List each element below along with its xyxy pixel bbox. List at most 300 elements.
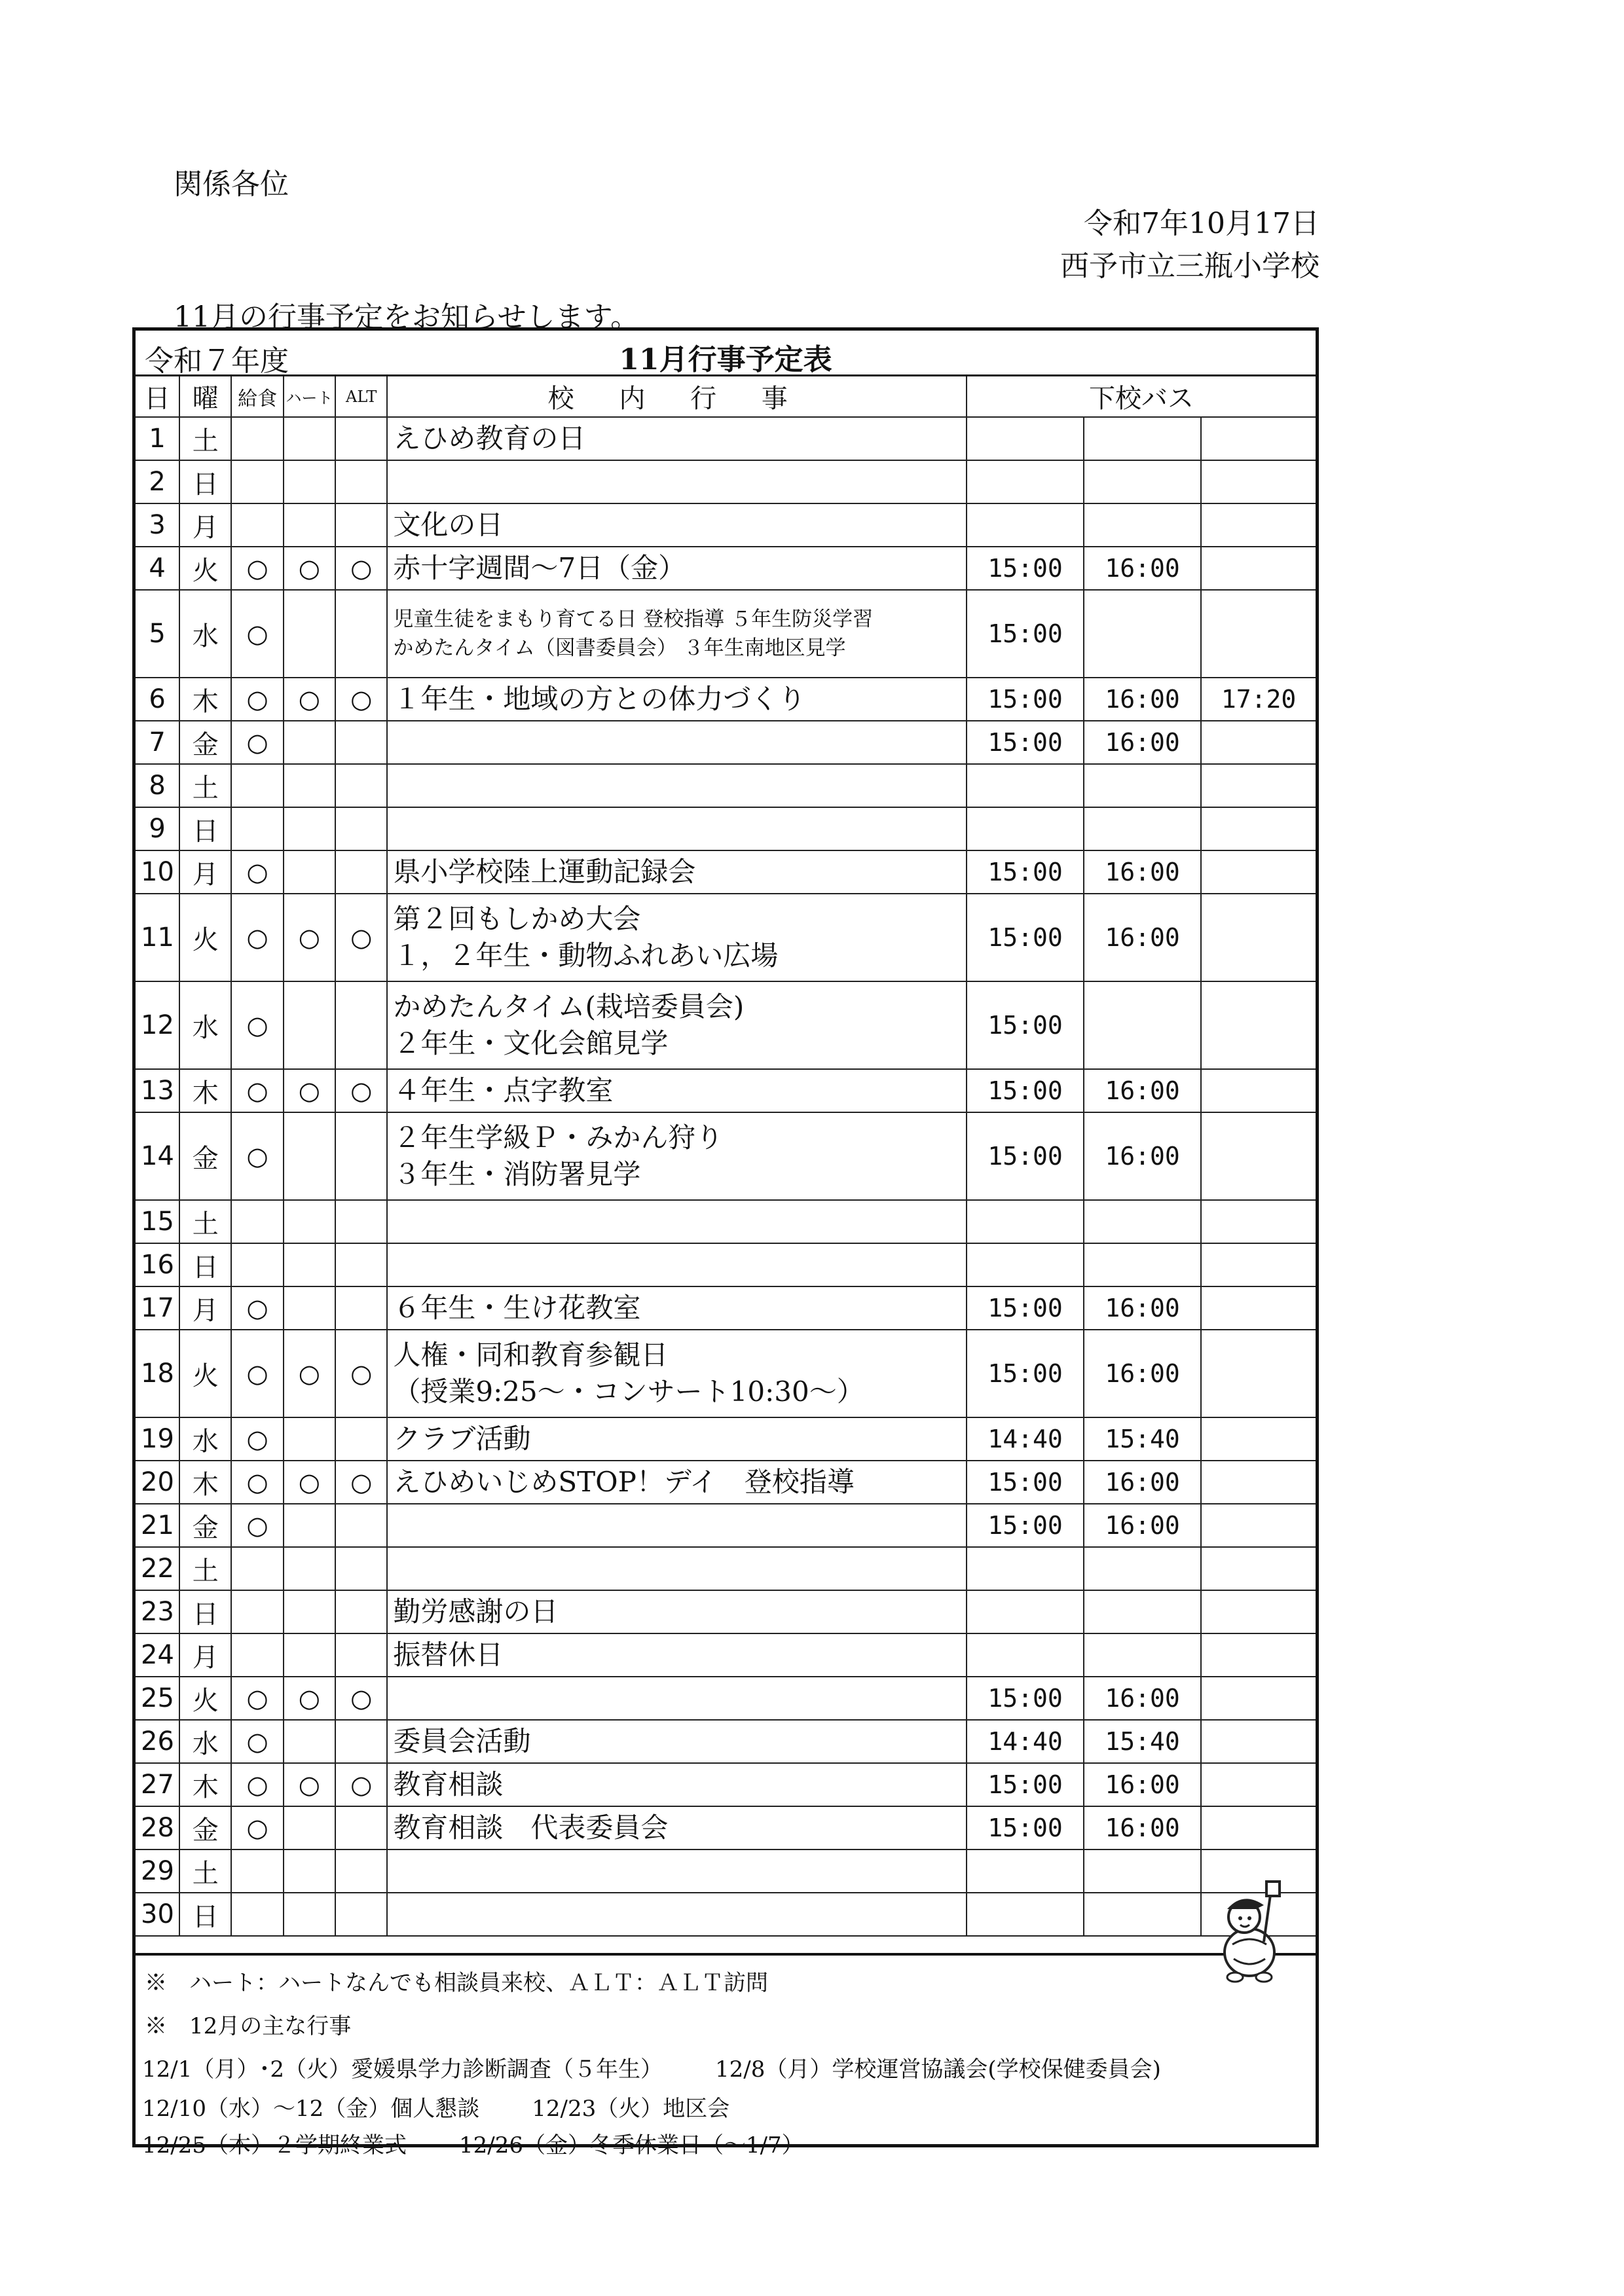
event-text: 委員会活動 bbox=[393, 1725, 531, 1757]
events-cell bbox=[387, 1590, 967, 1633]
bus-time-cell: 15:00 bbox=[967, 721, 1084, 764]
event-text: かめたんタイム(栽培委員会) bbox=[393, 991, 745, 1023]
day-number-cell: 2 bbox=[136, 460, 179, 503]
events-cell bbox=[387, 1330, 967, 1417]
heart-mark-cell bbox=[284, 1504, 335, 1547]
bus-time-cell bbox=[1201, 460, 1316, 503]
bus-time-cell bbox=[967, 1243, 1084, 1286]
bus-time-cell bbox=[967, 764, 1084, 807]
weekday-cell: 日 bbox=[179, 1893, 231, 1936]
weekday-cell: 日 bbox=[179, 807, 231, 850]
events-cell bbox=[387, 850, 967, 894]
bus-time-cell bbox=[1201, 1417, 1316, 1461]
intro-text: 11月の行事予定をお知らせします。 bbox=[174, 301, 640, 334]
heart-mark-cell bbox=[284, 1806, 335, 1850]
day-number-cell: 26 bbox=[136, 1720, 179, 1763]
alt-mark-cell: ○ bbox=[335, 1330, 387, 1417]
alt-mark-cell bbox=[335, 1547, 387, 1590]
table-heading bbox=[136, 331, 1316, 376]
table-row bbox=[136, 1806, 1316, 1850]
col-alt-header: ALT bbox=[335, 376, 387, 417]
heart-mark-cell: ○ bbox=[284, 1763, 335, 1806]
day-number-cell: 5 bbox=[136, 590, 179, 678]
heart-mark-cell bbox=[284, 850, 335, 894]
lunch-mark-cell bbox=[231, 764, 283, 807]
bus-time-cell: 15:00 bbox=[967, 547, 1084, 590]
weekday-cell: 木 bbox=[179, 1763, 231, 1806]
event-text: 勤労感謝の日 bbox=[393, 1595, 559, 1628]
col-weekday-header: 曜 bbox=[179, 376, 231, 417]
december-heading: ※ 12月の主な行事 bbox=[145, 2013, 352, 2039]
events-cell bbox=[387, 981, 967, 1069]
turtle-mascot-icon bbox=[1204, 1879, 1295, 1990]
day-number-cell: 14 bbox=[136, 1112, 179, 1200]
issue-date: 令和7年10月17日 bbox=[1084, 207, 1320, 240]
lunch-mark-cell: ○ bbox=[231, 1677, 283, 1720]
event-text: 人権・同和教育参観日 bbox=[393, 1339, 669, 1371]
bus-time-cell: 16:00 bbox=[1084, 721, 1201, 764]
lunch-mark-cell: ○ bbox=[231, 678, 283, 721]
lunch-mark-cell bbox=[231, 807, 283, 850]
day-number-cell: 25 bbox=[136, 1677, 179, 1720]
bus-time-cell: 16:00 bbox=[1084, 894, 1201, 981]
lunch-mark-cell: ○ bbox=[231, 1806, 283, 1850]
day-number-cell: 19 bbox=[136, 1417, 179, 1461]
table-row bbox=[136, 1763, 1316, 1806]
events-cell bbox=[387, 1112, 967, 1200]
event-text: 教育相談 代表委員会 bbox=[393, 1812, 669, 1844]
event-text: えひめ教育の日 bbox=[393, 422, 586, 454]
bus-time-cell bbox=[1201, 894, 1316, 981]
events-cell bbox=[387, 1720, 967, 1763]
bus-time-cell: 16:00 bbox=[1084, 1763, 1201, 1806]
bus-time-cell bbox=[1201, 721, 1316, 764]
lunch-mark-cell: ○ bbox=[231, 547, 283, 590]
bus-time-cell: 16:00 bbox=[1084, 1677, 1201, 1720]
heart-mark-cell bbox=[284, 1720, 335, 1763]
weekday-cell: 火 bbox=[179, 1330, 231, 1417]
weekday-cell: 日 bbox=[179, 460, 231, 503]
alt-mark-cell bbox=[335, 417, 387, 460]
bus-time-cell bbox=[1201, 1806, 1316, 1850]
lunch-mark-cell bbox=[231, 1850, 283, 1893]
heart-mark-cell: ○ bbox=[284, 1330, 335, 1417]
alt-mark-cell bbox=[335, 1243, 387, 1286]
table-row bbox=[136, 590, 1316, 678]
weekday-cell: 土 bbox=[179, 417, 231, 460]
weekday-cell: 月 bbox=[179, 850, 231, 894]
lunch-mark-cell bbox=[231, 1633, 283, 1677]
schedule-frame bbox=[132, 327, 1319, 2159]
events-cell bbox=[387, 1677, 967, 1720]
bus-time-cell bbox=[1201, 1547, 1316, 1590]
heart-mark-cell bbox=[284, 1850, 335, 1893]
table-row bbox=[136, 1720, 1316, 1763]
day-number-cell: 24 bbox=[136, 1633, 179, 1677]
bus-time-cell bbox=[1084, 417, 1201, 460]
weekday-cell: 水 bbox=[179, 1720, 231, 1763]
lunch-mark-cell bbox=[231, 460, 283, 503]
bus-time-cell bbox=[1201, 590, 1316, 678]
bus-time-cell bbox=[967, 460, 1084, 503]
bus-time-cell: 15:00 bbox=[967, 1330, 1084, 1417]
lunch-mark-cell bbox=[231, 1547, 283, 1590]
bus-time-cell bbox=[967, 1547, 1084, 1590]
lunch-mark-cell bbox=[231, 1243, 283, 1286]
lunch-mark-cell bbox=[231, 417, 283, 460]
bus-time-cell bbox=[967, 503, 1084, 547]
day-number-cell: 9 bbox=[136, 807, 179, 850]
bus-time-cell bbox=[1201, 1633, 1316, 1677]
lunch-mark-cell: ○ bbox=[231, 1417, 283, 1461]
alt-mark-cell bbox=[335, 503, 387, 547]
events-cell bbox=[387, 1286, 967, 1330]
alt-mark-cell bbox=[335, 721, 387, 764]
events-cell bbox=[387, 503, 967, 547]
heart-mark-cell bbox=[284, 1112, 335, 1200]
event-text: 赤十字週間～7日（金） bbox=[393, 552, 686, 584]
weekday-cell: 金 bbox=[179, 721, 231, 764]
table-row bbox=[136, 1677, 1316, 1720]
events-cell bbox=[387, 1069, 967, 1112]
bus-time-cell: 15:00 bbox=[967, 590, 1084, 678]
day-number-cell: 12 bbox=[136, 981, 179, 1069]
bus-time-cell bbox=[1201, 1069, 1316, 1112]
bus-time-cell bbox=[1084, 1893, 1201, 1936]
schedule-table bbox=[136, 376, 1316, 1937]
event-text: 県小学校陸上運動記録会 bbox=[393, 856, 696, 888]
day-number-cell: 20 bbox=[136, 1461, 179, 1504]
bus-time-cell bbox=[967, 1590, 1084, 1633]
events-cell bbox=[387, 807, 967, 850]
weekday-cell: 金 bbox=[179, 1806, 231, 1850]
weekday-cell: 日 bbox=[179, 1243, 231, 1286]
table-row bbox=[136, 1850, 1316, 1893]
heart-mark-cell bbox=[284, 1417, 335, 1461]
day-number-cell: 29 bbox=[136, 1850, 179, 1893]
december-events-line bbox=[142, 2051, 1161, 2083]
day-number-cell: 28 bbox=[136, 1806, 179, 1850]
table-row bbox=[136, 547, 1316, 590]
bus-time-cell bbox=[1084, 764, 1201, 807]
heart-mark-cell bbox=[284, 1633, 335, 1677]
bus-time-cell: 16:00 bbox=[1084, 547, 1201, 590]
alt-mark-cell bbox=[335, 1286, 387, 1330]
bus-time-cell bbox=[1084, 1590, 1201, 1633]
lunch-mark-cell: ○ bbox=[231, 981, 283, 1069]
lunch-mark-cell: ○ bbox=[231, 894, 283, 981]
lunch-mark-cell bbox=[231, 1893, 283, 1936]
table-row bbox=[136, 1893, 1316, 1936]
event-text: 第２回もしかめ大会 bbox=[393, 903, 641, 935]
bus-time-cell bbox=[1201, 807, 1316, 850]
weekday-cell: 月 bbox=[179, 1633, 231, 1677]
weekday-cell: 月 bbox=[179, 1286, 231, 1330]
alt-mark-cell: ○ bbox=[335, 678, 387, 721]
school-name: 西予市立三瓶小学校 bbox=[1060, 249, 1320, 283]
event-text: 教育相談 bbox=[393, 1768, 504, 1800]
col-lunch-header: 給食 bbox=[231, 376, 283, 417]
events-cell bbox=[387, 894, 967, 981]
lunch-mark-cell: ○ bbox=[231, 1330, 283, 1417]
event-text: １年生・地域の方との体力づくり bbox=[393, 683, 806, 715]
events-cell bbox=[387, 1200, 967, 1243]
day-number-cell: 16 bbox=[136, 1243, 179, 1286]
december-event: 12/25（木）２学期終業式 bbox=[142, 2132, 407, 2159]
heart-mark-cell bbox=[284, 721, 335, 764]
table-row bbox=[136, 1286, 1316, 1330]
bus-time-cell: 15:00 bbox=[967, 850, 1084, 894]
december-event: 12/1（月）･2（火）愛媛県学力診断調査（５年生） bbox=[142, 2056, 663, 2083]
bus-time-cell bbox=[1084, 503, 1201, 547]
day-number-cell: 23 bbox=[136, 1590, 179, 1633]
col-heart-header: ハート bbox=[284, 376, 335, 417]
heart-mark-cell: ○ bbox=[284, 1677, 335, 1720]
alt-mark-cell bbox=[335, 1200, 387, 1243]
events-cell bbox=[387, 547, 967, 590]
events-cell bbox=[387, 1763, 967, 1806]
weekday-cell: 火 bbox=[179, 894, 231, 981]
day-number-cell: 30 bbox=[136, 1893, 179, 1936]
weekday-cell: 土 bbox=[179, 1850, 231, 1893]
lunch-mark-cell bbox=[231, 1590, 283, 1633]
heart-mark-cell: ○ bbox=[284, 547, 335, 590]
legend-note: ※ ハート：ハートなんでも相談員来校、ＡＬＴ：ＡＬＴ訪問 bbox=[145, 1970, 768, 1996]
heart-mark-cell bbox=[284, 460, 335, 503]
weekday-cell: 木 bbox=[179, 1069, 231, 1112]
bus-time-cell: 17:20 bbox=[1201, 678, 1316, 721]
weekday-cell: 木 bbox=[179, 1461, 231, 1504]
bus-time-cell: 15:00 bbox=[967, 1806, 1084, 1850]
table-row bbox=[136, 981, 1316, 1069]
table-row bbox=[136, 1200, 1316, 1243]
day-number-cell: 7 bbox=[136, 721, 179, 764]
event-text: １，２年生・動物ふれあい広場 bbox=[393, 939, 779, 972]
table-row bbox=[136, 1633, 1316, 1677]
bus-time-cell: 16:00 bbox=[1084, 850, 1201, 894]
events-cell bbox=[387, 417, 967, 460]
alt-mark-cell: ○ bbox=[335, 894, 387, 981]
event-text: ２年生・文化会館見学 bbox=[393, 1027, 669, 1059]
bus-time-cell bbox=[1084, 1200, 1201, 1243]
weekday-cell: 金 bbox=[179, 1112, 231, 1200]
day-number-cell: 1 bbox=[136, 417, 179, 460]
events-cell bbox=[387, 721, 967, 764]
bus-time-cell: 15:40 bbox=[1084, 1720, 1201, 1763]
table-row bbox=[136, 1590, 1316, 1633]
day-number-cell: 3 bbox=[136, 503, 179, 547]
table-row bbox=[136, 678, 1316, 721]
footer-notes bbox=[136, 1953, 1316, 2159]
events-cell bbox=[387, 1850, 967, 1893]
alt-mark-cell bbox=[335, 1893, 387, 1936]
table-row bbox=[136, 894, 1316, 981]
bus-time-cell: 16:00 bbox=[1084, 1330, 1201, 1417]
event-text: かめたんタイム（図書委員会） ３年生南地区見学 bbox=[393, 636, 846, 660]
alt-mark-cell bbox=[335, 1720, 387, 1763]
bus-time-cell: 16:00 bbox=[1084, 1806, 1201, 1850]
table-row bbox=[136, 1504, 1316, 1547]
heart-mark-cell bbox=[284, 503, 335, 547]
december-events-line bbox=[142, 2127, 804, 2159]
day-number-cell: 10 bbox=[136, 850, 179, 894]
bus-time-cell: 15:00 bbox=[967, 1112, 1084, 1200]
bus-time-cell: 15:00 bbox=[967, 1286, 1084, 1330]
day-number-cell: 6 bbox=[136, 678, 179, 721]
bus-time-cell bbox=[1201, 1243, 1316, 1286]
lunch-mark-cell: ○ bbox=[231, 1286, 283, 1330]
heart-mark-cell bbox=[284, 1547, 335, 1590]
weekday-cell: 土 bbox=[179, 764, 231, 807]
bus-time-cell bbox=[967, 1850, 1084, 1893]
day-number-cell: 11 bbox=[136, 894, 179, 981]
day-number-cell: 17 bbox=[136, 1286, 179, 1330]
day-number-cell: 18 bbox=[136, 1330, 179, 1417]
alt-mark-cell bbox=[335, 764, 387, 807]
bus-time-cell bbox=[1201, 1677, 1316, 1720]
event-text: 振替休日 bbox=[393, 1639, 504, 1671]
weekday-cell: 火 bbox=[179, 1677, 231, 1720]
table-row bbox=[136, 764, 1316, 807]
event-text: えひめいじめSTOP！デイ 登校指導 bbox=[393, 1466, 855, 1498]
bus-time-cell bbox=[967, 1633, 1084, 1677]
heart-mark-cell: ○ bbox=[284, 1461, 335, 1504]
bus-time-cell bbox=[1084, 1850, 1201, 1893]
day-number-cell: 13 bbox=[136, 1069, 179, 1112]
bus-time-cell: 14:40 bbox=[967, 1720, 1084, 1763]
lunch-mark-cell: ○ bbox=[231, 1461, 283, 1504]
bus-time-cell: 15:00 bbox=[967, 981, 1084, 1069]
bus-time-cell bbox=[967, 1893, 1084, 1936]
bus-time-cell bbox=[1201, 1112, 1316, 1200]
heart-mark-cell bbox=[284, 981, 335, 1069]
events-cell bbox=[387, 1504, 967, 1547]
table-row bbox=[136, 1069, 1316, 1112]
weekday-cell: 木 bbox=[179, 678, 231, 721]
weekday-cell: 火 bbox=[179, 547, 231, 590]
weekday-cell: 水 bbox=[179, 590, 231, 678]
weekday-cell: 金 bbox=[179, 1504, 231, 1547]
col-day-header: 日 bbox=[136, 376, 179, 417]
bus-time-cell: 15:00 bbox=[967, 678, 1084, 721]
bus-time-cell: 16:00 bbox=[1084, 1112, 1201, 1200]
alt-mark-cell bbox=[335, 460, 387, 503]
bus-time-cell: 16:00 bbox=[1084, 1286, 1201, 1330]
bus-time-cell bbox=[1201, 1286, 1316, 1330]
alt-mark-cell bbox=[335, 1504, 387, 1547]
bus-time-cell bbox=[1201, 417, 1316, 460]
alt-mark-cell bbox=[335, 1633, 387, 1677]
heart-mark-cell bbox=[284, 1200, 335, 1243]
weekday-cell: 水 bbox=[179, 1417, 231, 1461]
heart-mark-cell: ○ bbox=[284, 894, 335, 981]
events-cell bbox=[387, 1417, 967, 1461]
alt-mark-cell: ○ bbox=[335, 1069, 387, 1112]
table-row bbox=[136, 503, 1316, 547]
bus-time-cell bbox=[1201, 1590, 1316, 1633]
bus-time-cell bbox=[967, 807, 1084, 850]
table-row bbox=[136, 807, 1316, 850]
bus-time-cell bbox=[1084, 460, 1201, 503]
day-number-cell: 8 bbox=[136, 764, 179, 807]
heart-mark-cell bbox=[284, 764, 335, 807]
table-row bbox=[136, 460, 1316, 503]
lunch-mark-cell: ○ bbox=[231, 590, 283, 678]
bus-time-cell: 16:00 bbox=[1084, 1504, 1201, 1547]
table-row bbox=[136, 1243, 1316, 1286]
alt-mark-cell: ○ bbox=[335, 1677, 387, 1720]
alt-mark-cell: ○ bbox=[335, 547, 387, 590]
december-events-line bbox=[142, 2090, 729, 2123]
heart-mark-cell bbox=[284, 1243, 335, 1286]
bus-time-cell bbox=[1084, 590, 1201, 678]
bus-time-cell bbox=[967, 417, 1084, 460]
bus-time-cell: 16:00 bbox=[1084, 678, 1201, 721]
bus-time-cell bbox=[1201, 1330, 1316, 1417]
events-cell bbox=[387, 1633, 967, 1677]
bus-time-cell bbox=[967, 1200, 1084, 1243]
fiscal-year: 令和７年度 bbox=[145, 344, 289, 378]
event-text: ６年生・生け花教室 bbox=[393, 1292, 641, 1324]
weekday-cell: 土 bbox=[179, 1547, 231, 1590]
events-cell bbox=[387, 678, 967, 721]
table-row bbox=[136, 1547, 1316, 1590]
bus-time-cell bbox=[1084, 1633, 1201, 1677]
heart-mark-cell bbox=[284, 590, 335, 678]
events-cell bbox=[387, 1893, 967, 1936]
weekday-cell: 日 bbox=[179, 1590, 231, 1633]
day-number-cell: 4 bbox=[136, 547, 179, 590]
lunch-mark-cell: ○ bbox=[231, 1112, 283, 1200]
bus-time-cell: 15:00 bbox=[967, 894, 1084, 981]
alt-mark-cell: ○ bbox=[335, 1461, 387, 1504]
december-event: 12/26（金）冬季休業日（～1/7） bbox=[458, 2132, 804, 2159]
events-cell bbox=[387, 1806, 967, 1850]
col-bus-header: 下校バス bbox=[967, 376, 1316, 417]
events-cell bbox=[387, 1243, 967, 1286]
lunch-mark-cell bbox=[231, 1200, 283, 1243]
bus-time-cell: 14:40 bbox=[967, 1417, 1084, 1461]
bus-time-cell: 15:00 bbox=[967, 1461, 1084, 1504]
lunch-mark-cell: ○ bbox=[231, 721, 283, 764]
table-row bbox=[136, 850, 1316, 894]
heart-mark-cell bbox=[284, 807, 335, 850]
header-row bbox=[136, 376, 1316, 417]
alt-mark-cell bbox=[335, 1112, 387, 1200]
bus-time-cell: 15:00 bbox=[967, 1504, 1084, 1547]
bus-time-cell bbox=[1201, 850, 1316, 894]
alt-mark-cell bbox=[335, 1806, 387, 1850]
col-events-header: 校 内 行 事 bbox=[387, 376, 967, 417]
bus-time-cell bbox=[1201, 1763, 1316, 1806]
table-row bbox=[136, 1112, 1316, 1200]
event-text: ３年生・消防署見学 bbox=[393, 1158, 641, 1190]
alt-mark-cell bbox=[335, 590, 387, 678]
bus-time-cell bbox=[1201, 547, 1316, 590]
heart-mark-cell bbox=[284, 417, 335, 460]
bus-time-cell bbox=[1201, 1504, 1316, 1547]
day-number-cell: 21 bbox=[136, 1504, 179, 1547]
addressee: 関係各位 bbox=[174, 168, 289, 201]
bus-time-cell: 15:00 bbox=[967, 1677, 1084, 1720]
weekday-cell: 水 bbox=[179, 981, 231, 1069]
bus-time-cell bbox=[1084, 981, 1201, 1069]
table-row bbox=[136, 1461, 1316, 1504]
bus-time-cell bbox=[1084, 1547, 1201, 1590]
events-cell bbox=[387, 764, 967, 807]
event-text: ４年生・点字教室 bbox=[393, 1074, 614, 1106]
bus-time-cell: 16:00 bbox=[1084, 1461, 1201, 1504]
